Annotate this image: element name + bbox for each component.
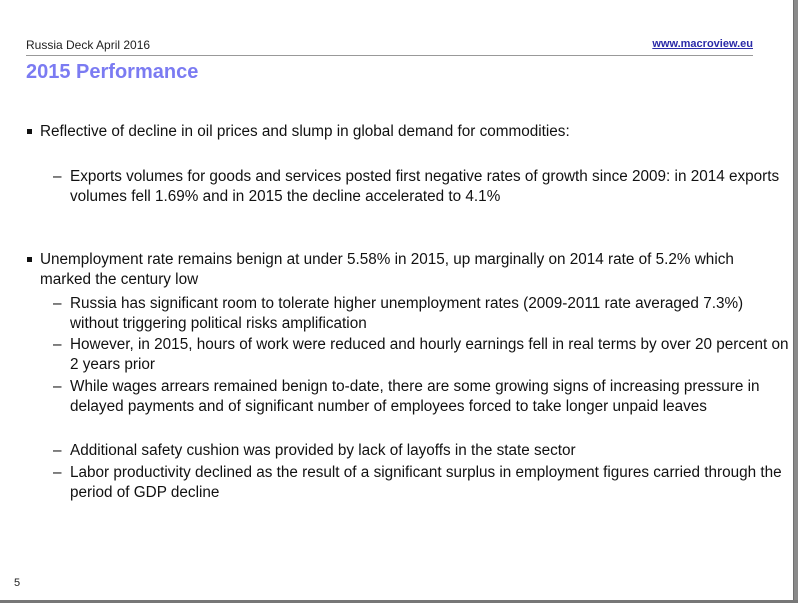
dash-icon: – — [53, 168, 62, 185]
bullet-square-icon — [27, 129, 32, 134]
sub-bullet-item — [53, 441, 790, 461]
deck-title: Russia Deck April 2016 — [26, 38, 151, 52]
page-number: 5 — [14, 577, 21, 589]
dash-icon: – — [53, 442, 62, 459]
dash-icon: – — [53, 295, 62, 312]
sub-bullet-text: However, in 2015, hours of work were reduced and hourly earnings fell in real terms by over 20 percent on 2 years prior — [70, 336, 789, 373]
bullet-square-icon — [27, 257, 32, 262]
bullet-item — [40, 122, 780, 142]
sub-bullet-item — [53, 294, 790, 334]
sub-bullet-item — [53, 463, 790, 503]
bullet-text: Reflective of decline in oil prices and slump in global demand for commodities: — [40, 123, 570, 140]
sub-bullet-item — [53, 335, 790, 375]
dash-icon: – — [53, 378, 62, 395]
header-divider — [26, 55, 753, 56]
sub-bullet-text: Labor productivity declined as the result of a significant surplus in employment figures carried through the period of GDP decline — [70, 464, 782, 501]
sub-bullet-text: Russia has significant room to tolerate higher unemployment rates (2009-2011 rate averaged 7.3%) without triggering political risks amplification — [70, 295, 744, 332]
sub-bullet-text: While wages arrears remained benign to-date, there are some growing signs of increasing pressure in delayed payments and of significant number of employees forced to take longer unpaid leaves — [70, 378, 760, 415]
dash-icon: – — [53, 336, 62, 353]
sub-bullet-text: Exports volumes for goods and services posted first negative rates of growth since 2009: in 2014 exports volumes fell 1.69% and in 2015 the decline accelerated to 4.1% — [70, 168, 780, 205]
slide-title: 2015 Performance — [26, 61, 199, 83]
website-link[interactable]: www.macroview.eu — [652, 38, 753, 50]
sub-bullet-item — [53, 377, 790, 417]
bullet-text: Unemployment rate remains benign at under 5.58% in 2015, up marginally on 2014 rate of 5.2% which marked the century low — [40, 251, 734, 288]
sub-bullet-text: Additional safety cushion was provided by lack of layoffs in the state sector — [70, 442, 576, 459]
sub-bullet-item — [53, 167, 790, 207]
bullet-item — [40, 250, 780, 290]
dash-icon: – — [53, 464, 62, 481]
